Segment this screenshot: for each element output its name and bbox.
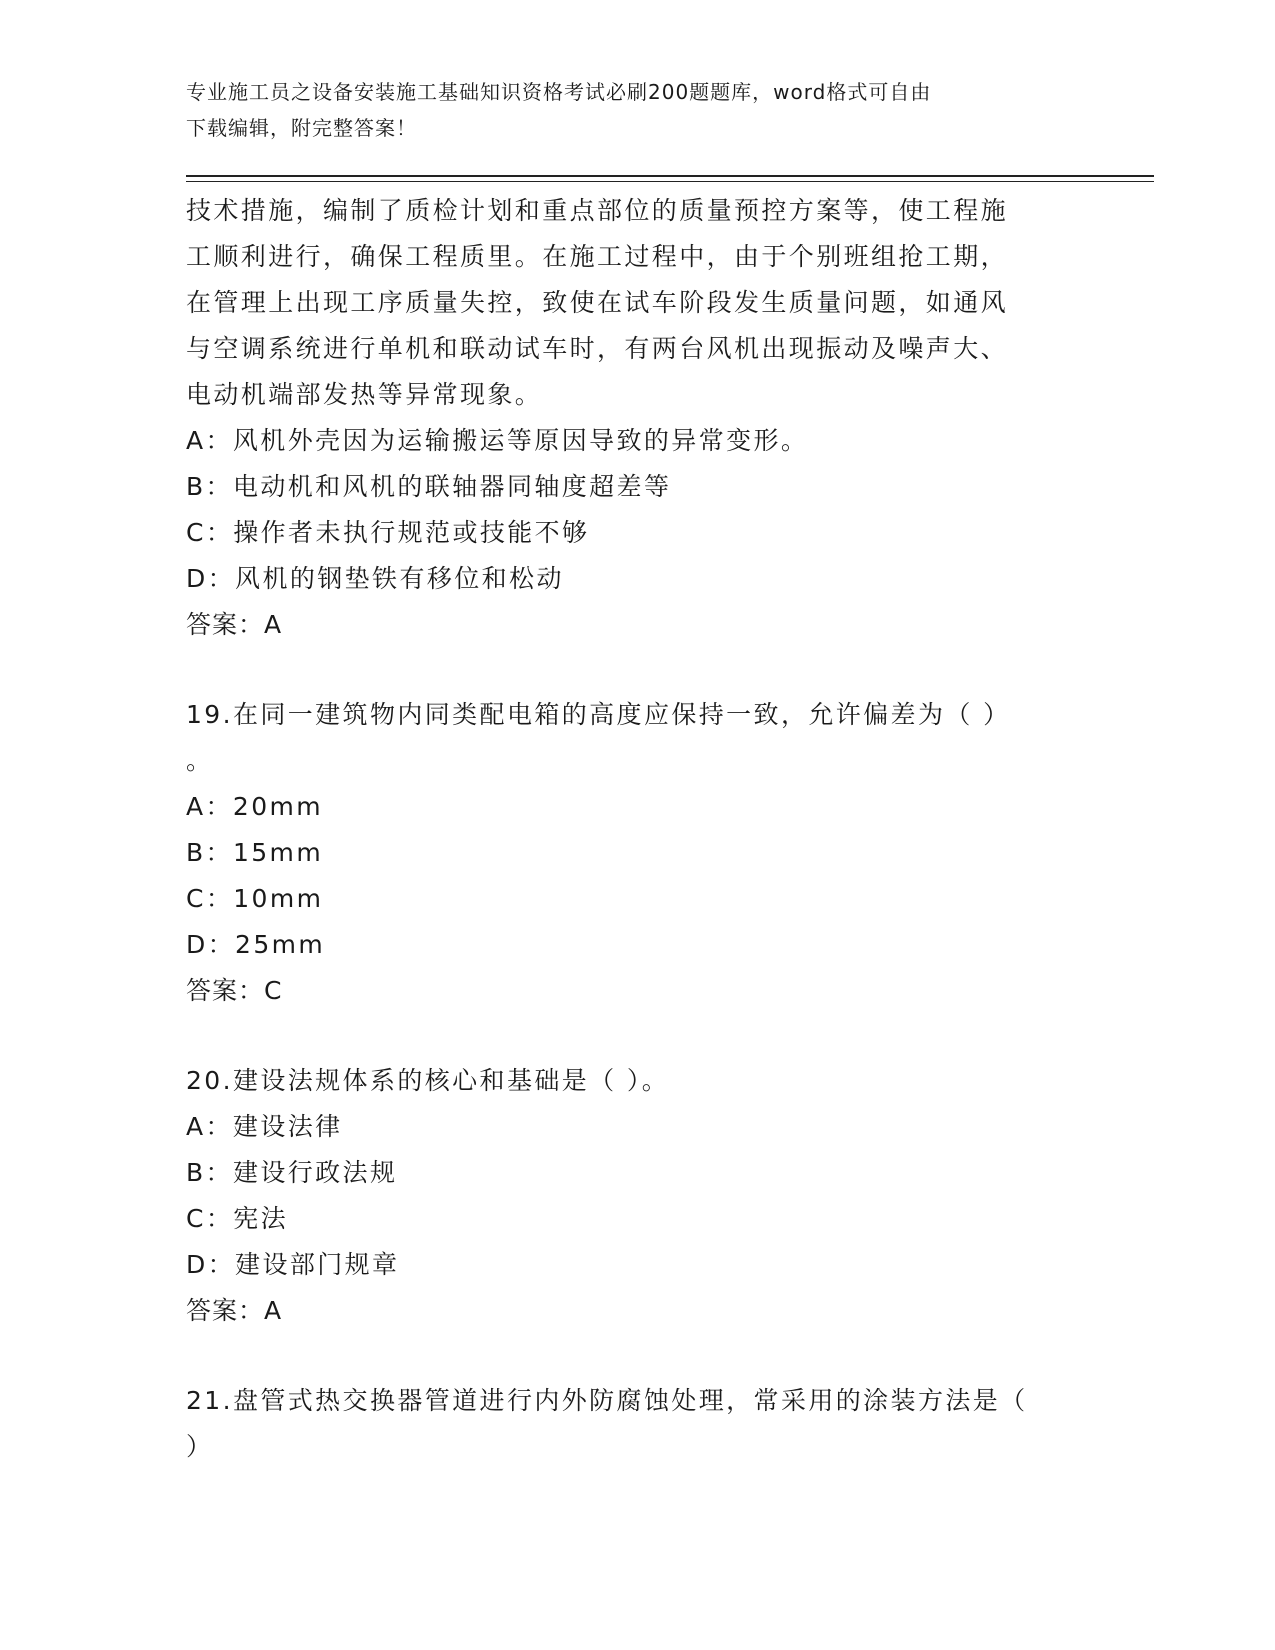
question-21 — [186, 1378, 1066, 1470]
header-rule-thick — [186, 175, 1154, 177]
question-content — [186, 188, 1066, 1470]
question-stem-line: 工顺利进行，确保工程质里。在施工过程中，由于个别班组抢工期， — [186, 242, 1009, 271]
question-stem-line: 19.在同一建筑物内同类配电箱的高度应保持一致，允许偏差为（ ） — [186, 700, 1011, 729]
option-c: C：宪法 — [186, 1204, 289, 1233]
question-18 — [186, 188, 1066, 648]
question-stem-line: 21.盘管式热交换器管道进行内外防腐蚀处理，常采用的涂装方法是（ — [186, 1386, 1028, 1415]
option-b: B：建设行政法规 — [186, 1158, 398, 1187]
option-c: C：操作者未执行规范或技能不够 — [186, 518, 590, 547]
question-stem-line: 20.建设法规体系的核心和基础是（ ）。 — [186, 1066, 670, 1095]
option-d: D：25mm — [186, 930, 326, 959]
answer-line: 答案：A — [186, 1296, 283, 1325]
answer-line: 答案：A — [186, 610, 283, 639]
question-19 — [186, 692, 1066, 1014]
option-a: A：20mm — [186, 792, 324, 821]
option-d: D：建设部门规章 — [186, 1250, 400, 1279]
option-b: B：电动机和风机的联轴器同轴度超差等 — [186, 472, 672, 501]
option-a: A：建设法律 — [186, 1112, 343, 1141]
question-gap — [186, 1014, 1066, 1058]
question-stem-line: 电动机端部发热等异常现象。 — [186, 380, 543, 409]
option-c: C：10mm — [186, 884, 324, 913]
question-gap — [186, 1334, 1066, 1378]
option-d: D：风机的钢垫铁有移位和松动 — [186, 564, 564, 593]
question-gap — [186, 648, 1066, 692]
question-20 — [186, 1058, 1066, 1334]
question-stem-line: 技术措施，编制了质检计划和重点部位的质量预控方案等，使工程施 — [186, 196, 1009, 225]
answer-line: 答案：C — [186, 976, 283, 1005]
header-line-1: 专业施工员之设备安装施工基础知识资格考试必刷200题题库，word格式可自由 — [186, 80, 932, 104]
option-b: B：15mm — [186, 838, 324, 867]
option-a: A：风机外壳因为运输搬运等原因导致的异常变形。 — [186, 426, 809, 455]
document-header — [186, 74, 1086, 146]
question-stem-line: ） — [186, 1432, 214, 1461]
question-stem-line: 与空调系统进行单机和联动试车时，有两台风机出现振动及噪声大、 — [186, 334, 1009, 363]
header-line-2: 下载编辑，附完整答案！ — [186, 116, 417, 140]
header-rule-thin — [186, 181, 1154, 182]
question-stem-line: 在管理上出现工序质量失控，致使在试车阶段发生质量问题，如通风 — [186, 288, 1009, 317]
question-stem-line: 。 — [186, 746, 214, 775]
